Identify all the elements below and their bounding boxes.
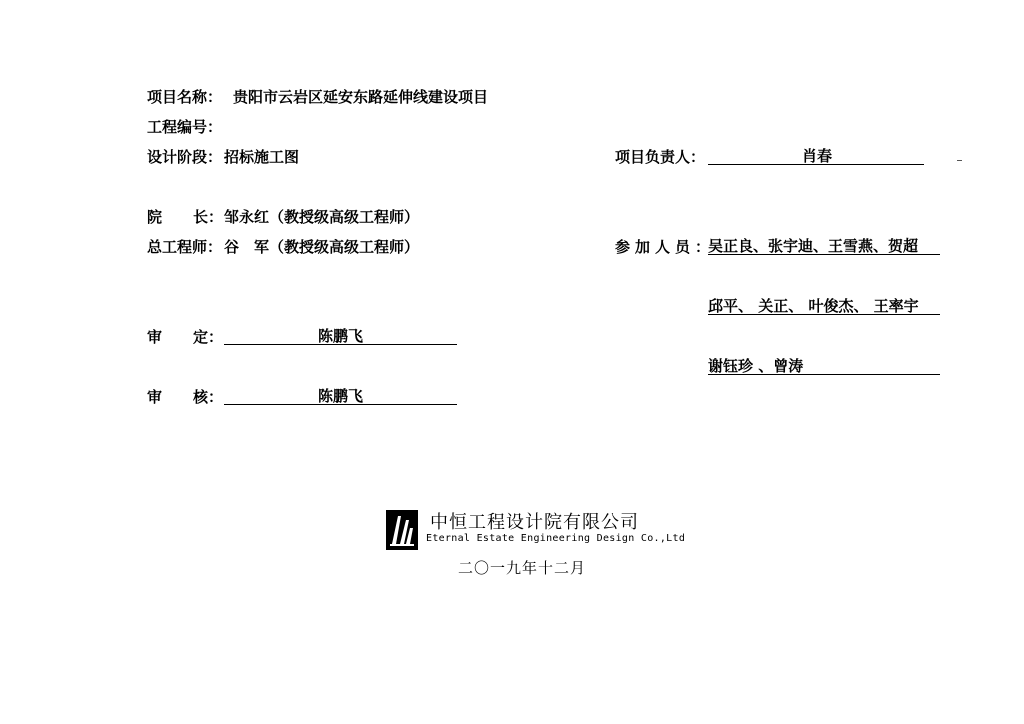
project-name-label: 项目名称： <box>147 88 223 106</box>
dean-label-part1: 院 <box>147 208 163 226</box>
participants-label: 参加人员： <box>615 238 716 256</box>
participants-names-3: 谢钰珍 、曾涛 <box>708 357 804 375</box>
stray-mark <box>957 160 962 161</box>
dean-value: 邹永红（教授级高级工程师） <box>224 208 420 226</box>
design-stage-value: 招标施工图 <box>224 148 300 166</box>
participants-names-1: 吴正良、张宇迪、王雪燕、贺超 <box>708 237 919 255</box>
approve-field <box>224 327 457 345</box>
chief-engineer-value: 谷 军（教授级高级工程师） <box>224 238 420 256</box>
participants-names-2: 邱平、 关正、 叶俊杰、 王率宇 <box>708 297 919 315</box>
project-leader-label: 项目负责人： <box>615 148 706 166</box>
project-number-label: 工程编号： <box>147 118 223 136</box>
review-label-part1: 审 <box>147 388 163 406</box>
company-name-en: Eternal Estate Engineering Design Co.,Ltd <box>426 533 686 544</box>
approve-label-part1: 审 <box>147 328 163 346</box>
participants-line-3 <box>708 357 940 375</box>
company-logo-icon <box>386 510 418 550</box>
approve-value: 陈鹏飞 <box>318 327 364 345</box>
review-field <box>224 387 457 405</box>
company-name-cn: 中恒工程设计院有限公司 <box>430 512 639 533</box>
dean-label-part2: 长： <box>193 208 224 226</box>
project-leader-field <box>708 147 924 165</box>
document-date: 二〇一九年十二月 <box>458 559 587 577</box>
project-name-value: 贵阳市云岩区延安东路延伸线建设项目 <box>233 88 489 106</box>
project-leader-value: 肖春 <box>802 147 833 165</box>
design-stage-label: 设计阶段： <box>147 148 223 166</box>
participants-line-1 <box>708 237 940 255</box>
participants-line-2 <box>708 297 940 315</box>
approve-label-part2: 定： <box>193 328 224 346</box>
chief-engineer-label: 总工程师： <box>147 238 223 256</box>
review-label-part2: 核： <box>193 388 224 406</box>
review-value: 陈鹏飞 <box>318 387 364 405</box>
